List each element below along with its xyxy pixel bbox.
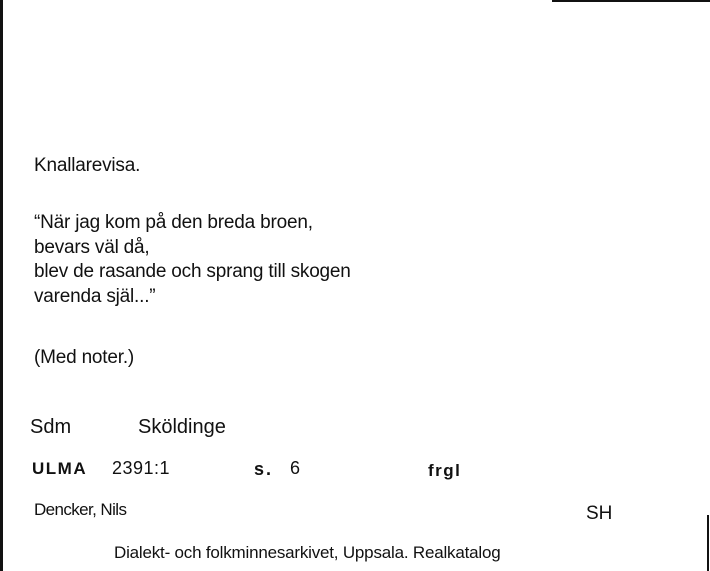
page-number: 6 bbox=[290, 458, 301, 478]
recorder-initials: SH bbox=[586, 503, 613, 524]
card-top-edge bbox=[552, 0, 710, 2]
archive-code: ULMA bbox=[32, 459, 88, 478]
verse-line: bevars väl då, bbox=[34, 236, 150, 258]
verse-line: varenda själ...” bbox=[34, 285, 156, 307]
verse-block bbox=[34, 211, 351, 309]
archive-footer: Dialekt- och folkminnesarkivet, Uppsala. Realkatalog bbox=[114, 543, 501, 562]
verse-line: “När jag kom på den breda broen, bbox=[34, 212, 313, 233]
record-number: 2391:1 bbox=[112, 458, 171, 478]
card-title: Knallarevisa. bbox=[34, 155, 141, 176]
region-code: Sdm bbox=[30, 416, 72, 438]
card-left-edge bbox=[0, 0, 3, 571]
verse-line: blev de rasande och sprang till skogen bbox=[34, 261, 351, 282]
page-label: s. bbox=[254, 459, 274, 479]
frgl-label: frgl bbox=[428, 461, 462, 480]
author-name: Dencker, Nils bbox=[34, 500, 127, 519]
card-right-edge bbox=[707, 515, 709, 571]
music-note-remark: (Med noter.) bbox=[34, 347, 135, 368]
place-name: Sköldinge bbox=[138, 416, 226, 438]
